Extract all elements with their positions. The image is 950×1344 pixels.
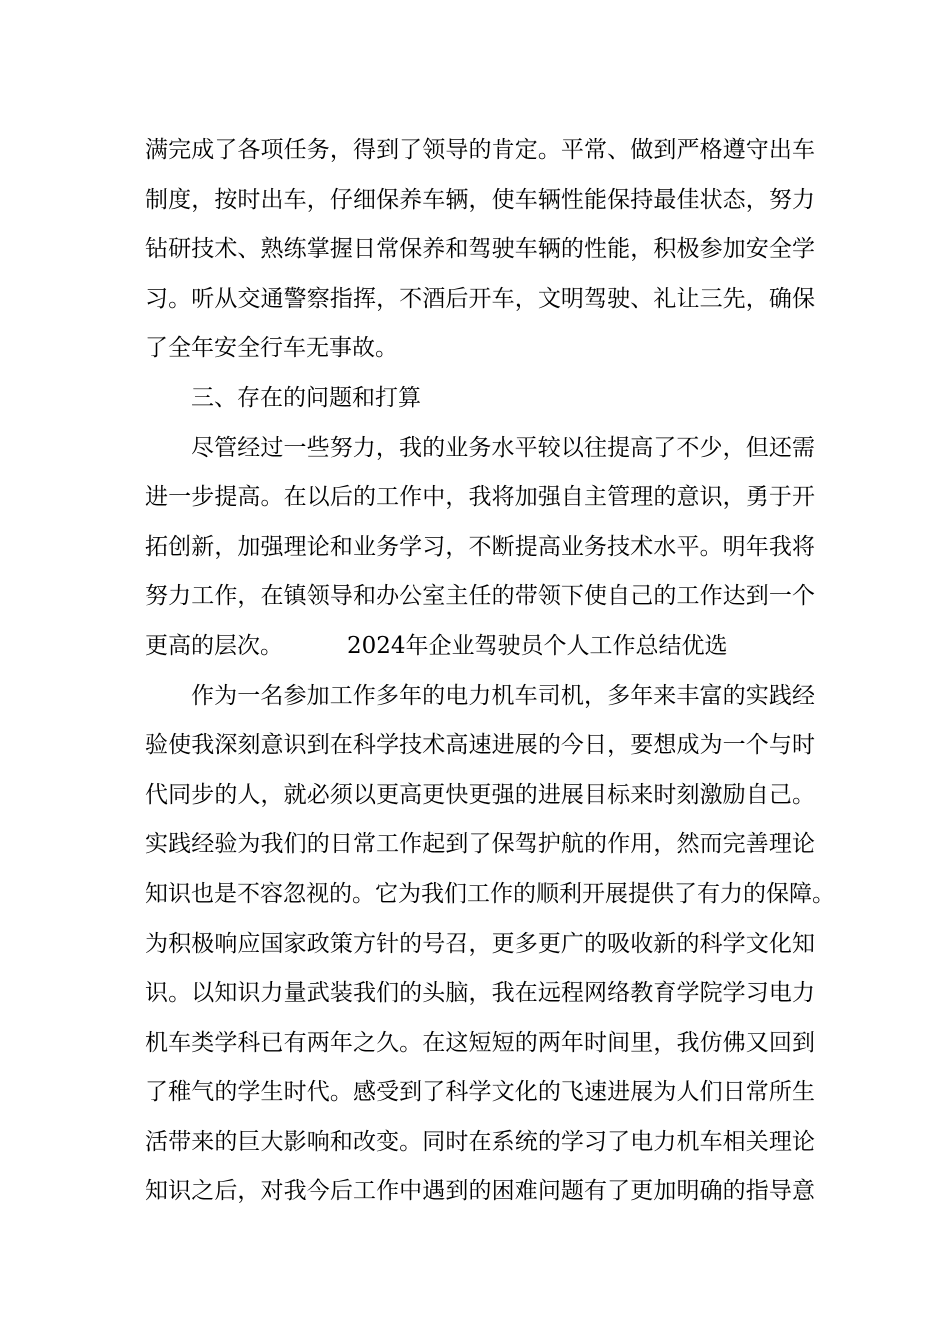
text-line: 尽管经过一些努力，我的业务水平较以往提高了不少，但还需 bbox=[191, 434, 815, 461]
text-line: 了全年安全行车无事故。 bbox=[145, 335, 398, 362]
text-line: 活带来的巨大影响和改变。同时在系统的学习了电力机车相关理论 bbox=[145, 1128, 815, 1155]
text-line: 满完成了各项任务，得到了领导的肯定。平常、做到严格遵守出车 bbox=[145, 137, 815, 163]
text-line: 努力工作，在镇领导和办公室主任的带领下使自己的工作达到一个 bbox=[145, 583, 815, 610]
text-line: 知识之后，对我今后工作中遇到的困难问题有了更加明确的指导意 bbox=[145, 1178, 815, 1205]
text-line: 知识也是不容忽视的。它为我们工作的顺利开展提供了有力的保障。 bbox=[145, 880, 835, 907]
text-line: 拓创新，加强理论和业务学习，不断提高业务技术水平。明年我将 bbox=[145, 533, 815, 560]
text-line: 代同步的人，就必须以更高更快更强的进展目标来时刻激励自己。 bbox=[145, 781, 815, 808]
text-line: 制度，按时出车，仔细保养车辆，使车辆性能保持最佳状态，努力 bbox=[145, 186, 815, 213]
text-line: 实践经验为我们的日常工作起到了保驾护航的作用，然而完善理论 bbox=[145, 831, 815, 858]
text-line: 更高的层次。 bbox=[145, 632, 283, 659]
text-line: 为积极响应国家政策方针的号召，更多更广的吸收新的科学文化知 bbox=[145, 930, 815, 957]
document-title: 2024年企业驾驶员个人工作总结优选 bbox=[347, 632, 728, 659]
text-line: 进一步提高。在以后的工作中，我将加强自主管理的意识，勇于开 bbox=[145, 484, 815, 511]
text-line-with-title bbox=[145, 622, 815, 672]
text-line: 识。以知识力量武装我们的头脑，我在远程网络教育学院学习电力 bbox=[145, 980, 815, 1007]
text-line: 了稚气的学生时代。感受到了科学文化的飞速进展为人们日常所生 bbox=[145, 1079, 815, 1106]
section-heading: 三、存在的问题和打算 bbox=[191, 384, 421, 411]
document-body bbox=[145, 126, 835, 1217]
text-line: 钻研技术、熟练掌握日常保养和驾驶车辆的性能，积极参加安全学 bbox=[145, 236, 815, 263]
text-line: 作为一名参加工作多年的电力机车司机，多年来丰富的实践经 bbox=[191, 682, 815, 709]
text-line: 习。听从交通警察指挥，不酒后开车，文明驾驶、礼让三先，确保 bbox=[145, 285, 815, 312]
text-line: 验使我深刻意识到在科学技术高速进展的今日，要想成为一个与时 bbox=[145, 732, 815, 759]
text-line: 机车类学科已有两年之久。在这短短的两年时间里，我仿佛又回到 bbox=[145, 1029, 815, 1056]
